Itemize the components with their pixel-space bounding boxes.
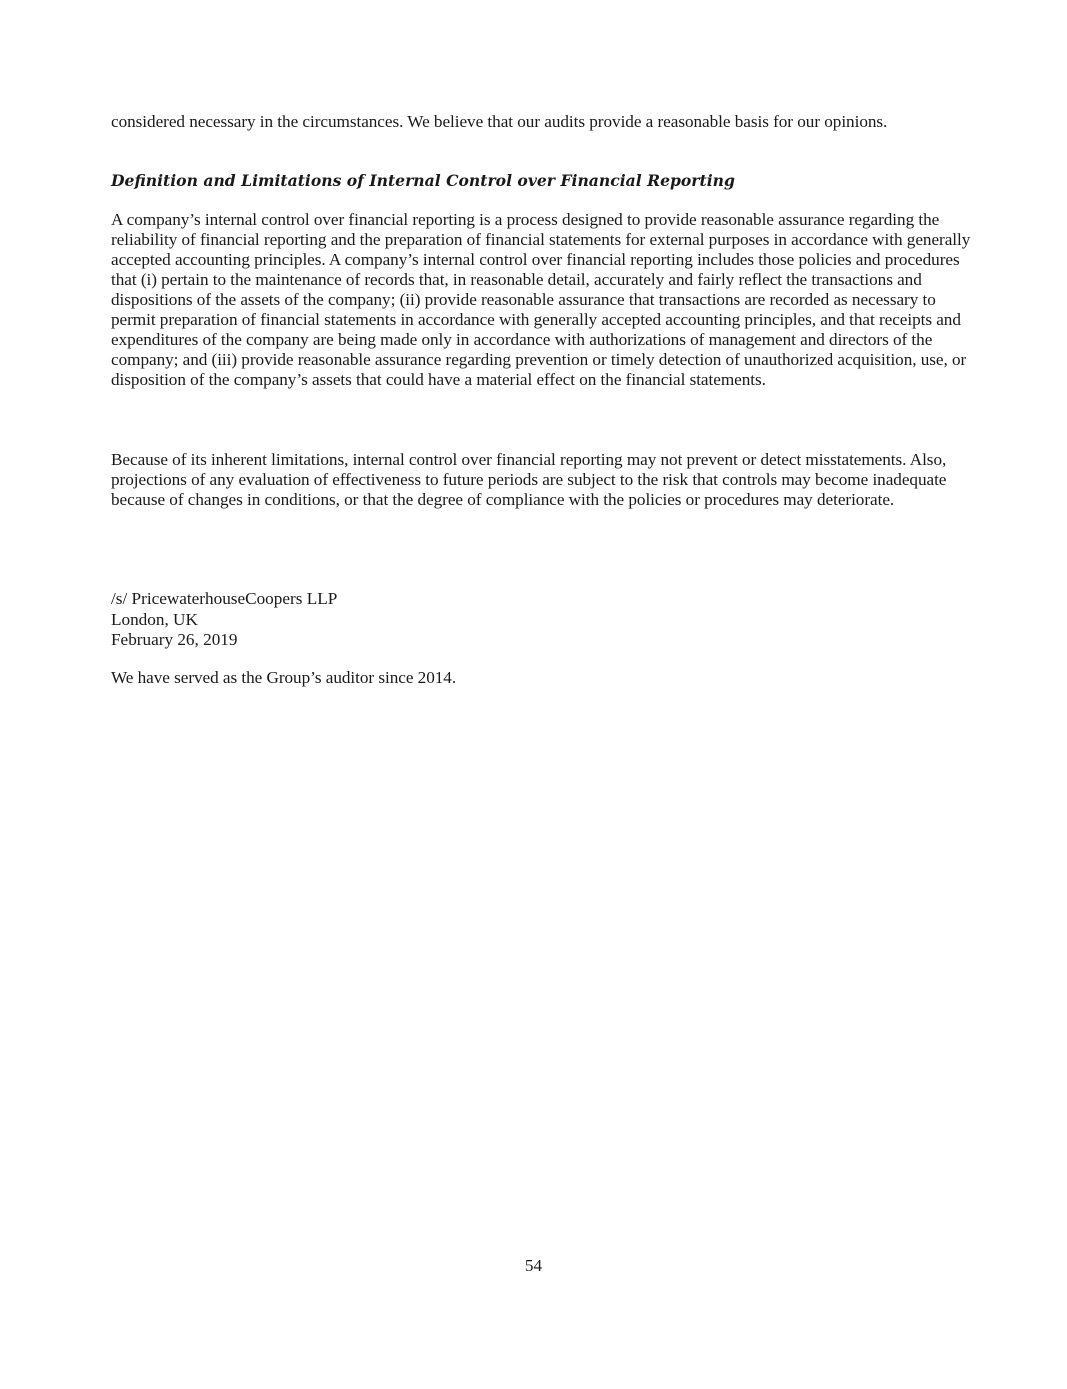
definition-paragraph: A company’s internal control over financial reporting is a process designed to provide reasonable assurance regarding the reliability of financial reporting and the preparation of financial statements for external purposes in accordance with generally accepted accounting principles. A company’s internal control over financial reporting includes those policies and procedures that (i) pertain to the maintenance of records that, in reasonable detail, accurately and fairly reflect the transactions and dispositions of the assets of the company; (ii) provide reasonable assurance that transactions are recorded as necessary to permit preparation of financial statements in accordance with generally accepted accounting principles, and that receipts and expenditures of the company are being made only in accordance with authorizations of management and directors of the company; and (iii) provide reasonable assurance regarding prevention or timely detection of unauthorized acquisition, use, or disposition of the company’s assets that could have a material effect on the financial statements. bbox=[111, 210, 971, 389]
section-heading: Definition and Limitations of Internal Control over Financial Reporting bbox=[111, 171, 735, 190]
limitations-paragraph: Because of its inherent limitations, internal control over financial reporting may not prevent or detect misstatements. Also, projections of any evaluation of effectiveness to future periods are subject to the risk that controls may become inadequate because of changes in conditions, or that the degree of compliance with the policies or procedures may deteriorate. bbox=[111, 450, 947, 509]
auditor-tenure-statement: We have served as the Group’s auditor since 2014. bbox=[111, 668, 457, 687]
page-number: 54 bbox=[524, 1256, 543, 1275]
continuation-paragraph: considered necessary in the circumstances. We believe that our audits provide a reasonable basis for our opinions. bbox=[111, 112, 888, 131]
page-content bbox=[111, 0, 971, 1389]
signature-block bbox=[111, 589, 711, 651]
signature-signer: /s/ PricewaterhouseCoopers LLP bbox=[111, 589, 338, 608]
signature-date: February 26, 2019 bbox=[111, 630, 238, 649]
signature-location: London, UK bbox=[111, 609, 198, 629]
